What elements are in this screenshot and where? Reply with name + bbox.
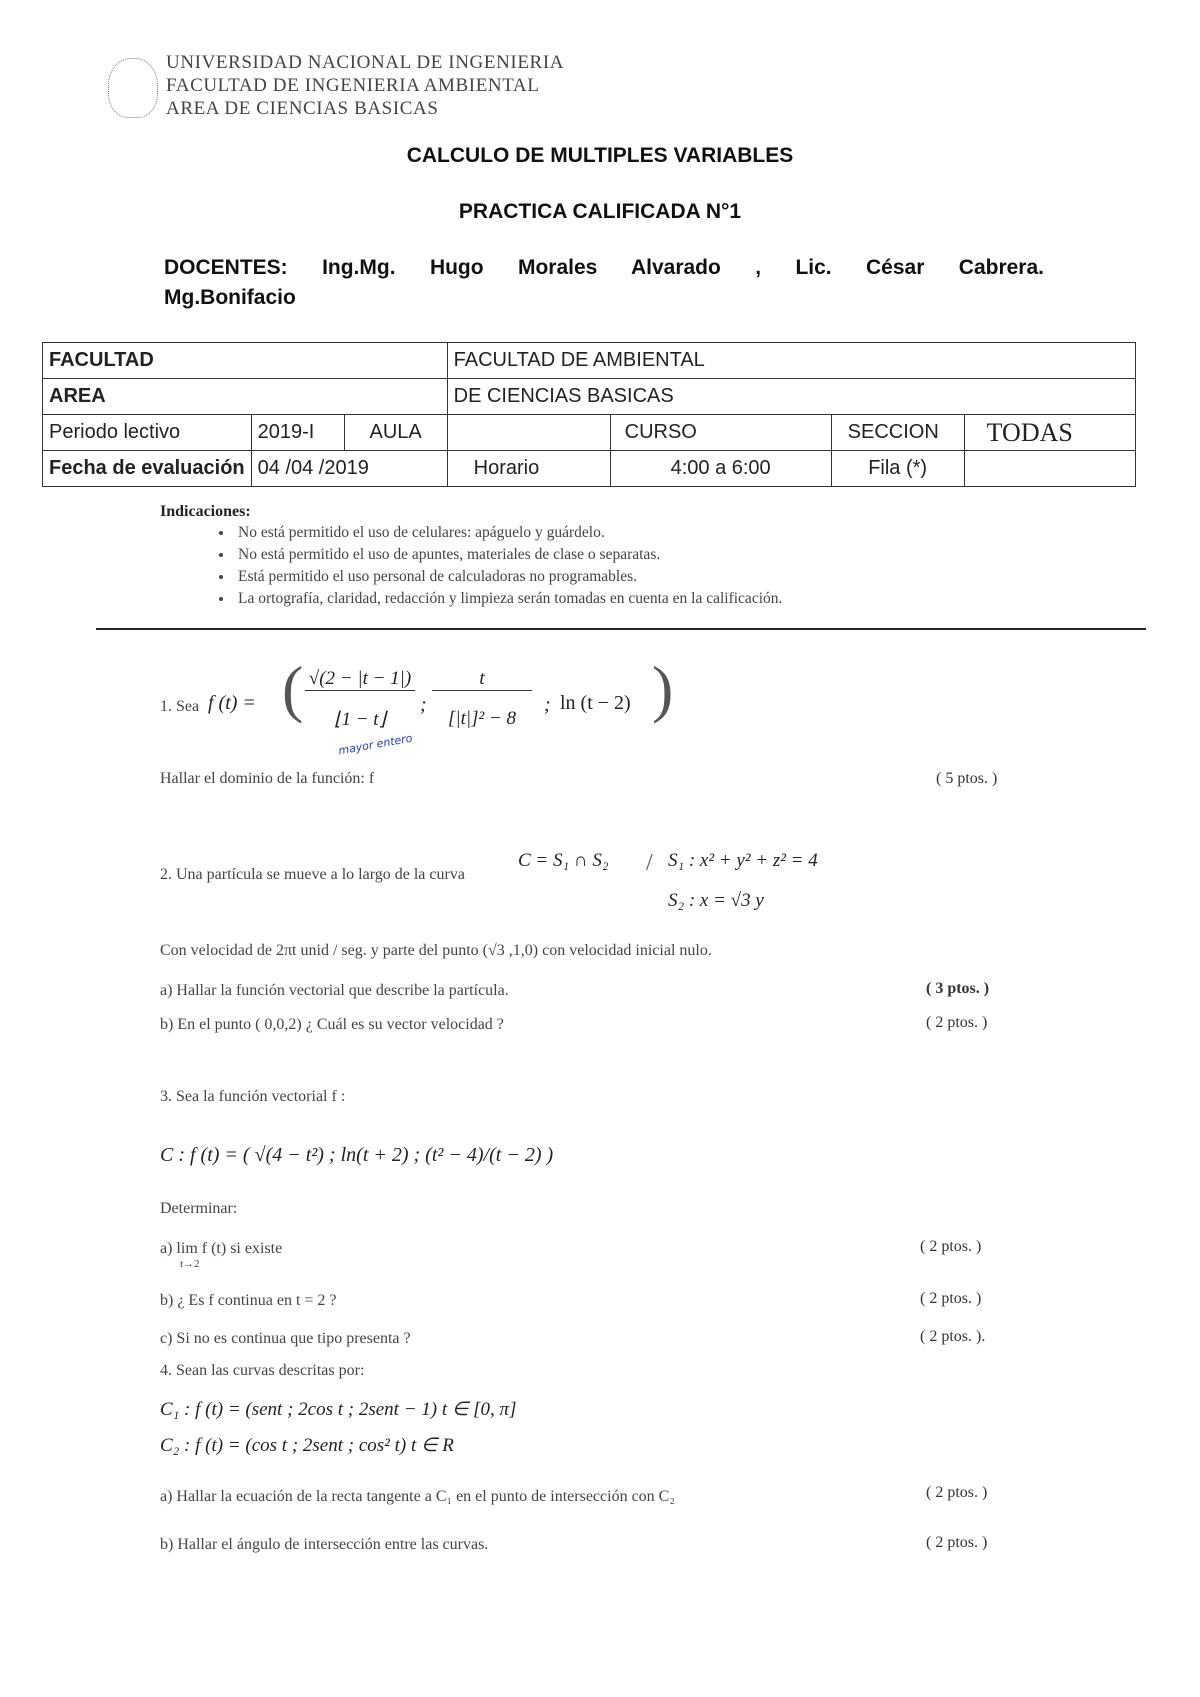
periodo-label: Periodo lectivo bbox=[43, 415, 252, 451]
docentes-line-2: Mg.Bonifacio bbox=[164, 286, 296, 309]
seccion-value: TODAS bbox=[964, 415, 1135, 451]
fila-value bbox=[964, 451, 1135, 487]
q3-func: C : f (t) = ( √(4 − t²) ; ln(t + 2) ; (t² − 4)/(t − 2) ) bbox=[160, 1144, 554, 1166]
aula-label: AULA bbox=[344, 415, 447, 451]
q1-text: Hallar el dominio de la función: f bbox=[160, 770, 375, 787]
indicaciones-list bbox=[210, 522, 782, 610]
q2-s2: S₂ : x = √3 y bbox=[668, 890, 764, 911]
q2-slash: / bbox=[646, 850, 653, 876]
q2-a: a) Hallar la función vectorial que describe la partícula. bbox=[160, 982, 509, 999]
q1-func: f (t) = bbox=[208, 692, 256, 714]
horario-label: Horario bbox=[447, 451, 610, 487]
q3-a: a) lim f (t) si existe bbox=[160, 1240, 283, 1257]
q3-c: c) Si no es continua que tipo presenta ? bbox=[160, 1330, 411, 1347]
periodo-value: 2019-I bbox=[251, 415, 344, 451]
q3-text: 3. Sea la función vectorial f : bbox=[160, 1088, 346, 1105]
area-value: DE CIENCIAS BASICAS bbox=[447, 379, 1135, 415]
header-faculty: FACULTAD DE INGENIERIA AMBIENTAL bbox=[166, 75, 540, 96]
q1-comp1-den: ⌊1 − t⌋ bbox=[334, 709, 386, 730]
q3-b-points: ( 2 ptos. ) bbox=[920, 1290, 982, 1307]
facultad-value: FACULTAD DE AMBIENTAL bbox=[447, 343, 1135, 379]
list-item: • Está permitido el uso personal de calculadoras no programables. bbox=[234, 566, 782, 588]
q2-curve: C = S₁ ∩ S₂ bbox=[518, 850, 609, 871]
q1-lead: 1. Sea bbox=[160, 698, 200, 715]
list-item: • No está permitido el uso de celulares: apáguelo y guárdelo. bbox=[234, 522, 782, 544]
header-area: AREA DE CIENCIAS BASICAS bbox=[166, 98, 439, 119]
q4-text: 4. Sean las curvas descritas por: bbox=[160, 1362, 365, 1379]
q1-comp3: ln (t − 2) bbox=[560, 692, 631, 714]
q1-comp2-den: [|t|]² − 8 bbox=[447, 708, 517, 729]
q2-s1: S₁ : x² + y² + z² = 4 bbox=[668, 850, 818, 871]
q1-open-paren: ( bbox=[282, 653, 304, 724]
seccion-label: SECCION bbox=[831, 415, 964, 451]
q4-c1: C₁ : f (t) = (sent ; 2cos t ; 2sent − 1) t ∈ [0, π] bbox=[160, 1399, 517, 1420]
separator: ; bbox=[544, 694, 551, 716]
curso-label: CURSO bbox=[610, 415, 831, 451]
q4-b: b) Hallar el ángulo de intersección entre las curvas. bbox=[160, 1536, 489, 1553]
facultad-label: FACULTAD bbox=[43, 343, 448, 379]
q2-b-points: ( 2 ptos. ) bbox=[926, 1014, 988, 1031]
q3-c-points: ( 2 ptos. ). bbox=[920, 1328, 986, 1345]
area-label: AREA bbox=[43, 379, 448, 415]
q2-velocity: Con velocidad de 2πt unid / seg. y parte del punto (√3 ,1,0) con velocidad inicial nulo. bbox=[160, 942, 712, 959]
q3-a-limit-sub: t→2 bbox=[180, 1258, 200, 1270]
q3-determinar: Determinar: bbox=[160, 1200, 238, 1217]
q2-text: 2. Una partícula se mueve a lo largo de la curva bbox=[160, 866, 465, 883]
divider bbox=[96, 628, 1146, 630]
q2-b: b) En el punto ( 0,0,2) ¿ Cuál es su vector velocidad ? bbox=[160, 1016, 504, 1033]
separator: ; bbox=[420, 694, 427, 716]
docentes-line: DOCENTES: Ing.Mg. Hugo Morales Alvarado , Lic. César Cabrera. bbox=[164, 256, 1044, 279]
q1-handwritten-note: mayor entero bbox=[337, 731, 414, 758]
q4-a: a) Hallar la ecuación de la recta tangente a C₁ en el punto de intersección con C₂ bbox=[160, 1488, 675, 1505]
fecha-label: Fecha de evaluación bbox=[43, 451, 252, 487]
q4-b-points: ( 2 ptos. ) bbox=[926, 1534, 988, 1551]
list-item: • No está permitido el uso de apuntes, materiales de clase o separatas. bbox=[234, 544, 782, 566]
aula-value bbox=[447, 415, 610, 451]
q1-close-paren: ) bbox=[652, 653, 674, 724]
indicaciones-title: Indicaciones: bbox=[160, 503, 251, 520]
fecha-value: 04 /04 /2019 bbox=[251, 451, 447, 487]
exam-title: PRACTICA CALIFICADA N°1 bbox=[458, 200, 742, 223]
fila-label: Fila (*) bbox=[831, 451, 964, 487]
q2-a-points: ( 3 ptos. ) bbox=[926, 980, 990, 997]
course-title: CALCULO DE MULTIPLES VARIABLES bbox=[406, 144, 794, 167]
university-seal bbox=[108, 58, 158, 118]
q3-b: b) ¿ Es f continua en t = 2 ? bbox=[160, 1292, 337, 1309]
q1-points: ( 5 ptos. ) bbox=[936, 770, 998, 787]
header-university: UNIVERSIDAD NACIONAL DE INGENIERIA bbox=[166, 52, 565, 73]
info-table bbox=[42, 342, 1136, 487]
list-item: • La ortografía, claridad, redacción y limpieza serán tomadas en cuenta en la calificación. bbox=[234, 588, 782, 610]
q3-a-points: ( 2 ptos. ) bbox=[920, 1238, 982, 1255]
q4-a-points: ( 2 ptos. ) bbox=[926, 1484, 988, 1501]
q1-comp2-num: t bbox=[432, 668, 532, 691]
q4-c2: C₂ : f (t) = (cos t ; 2sent ; cos² t) t ∈ R bbox=[160, 1435, 454, 1456]
horario-value: 4:00 a 6:00 bbox=[610, 451, 831, 487]
q1-comp1-num: √(2 − |t − 1|) bbox=[305, 668, 415, 691]
